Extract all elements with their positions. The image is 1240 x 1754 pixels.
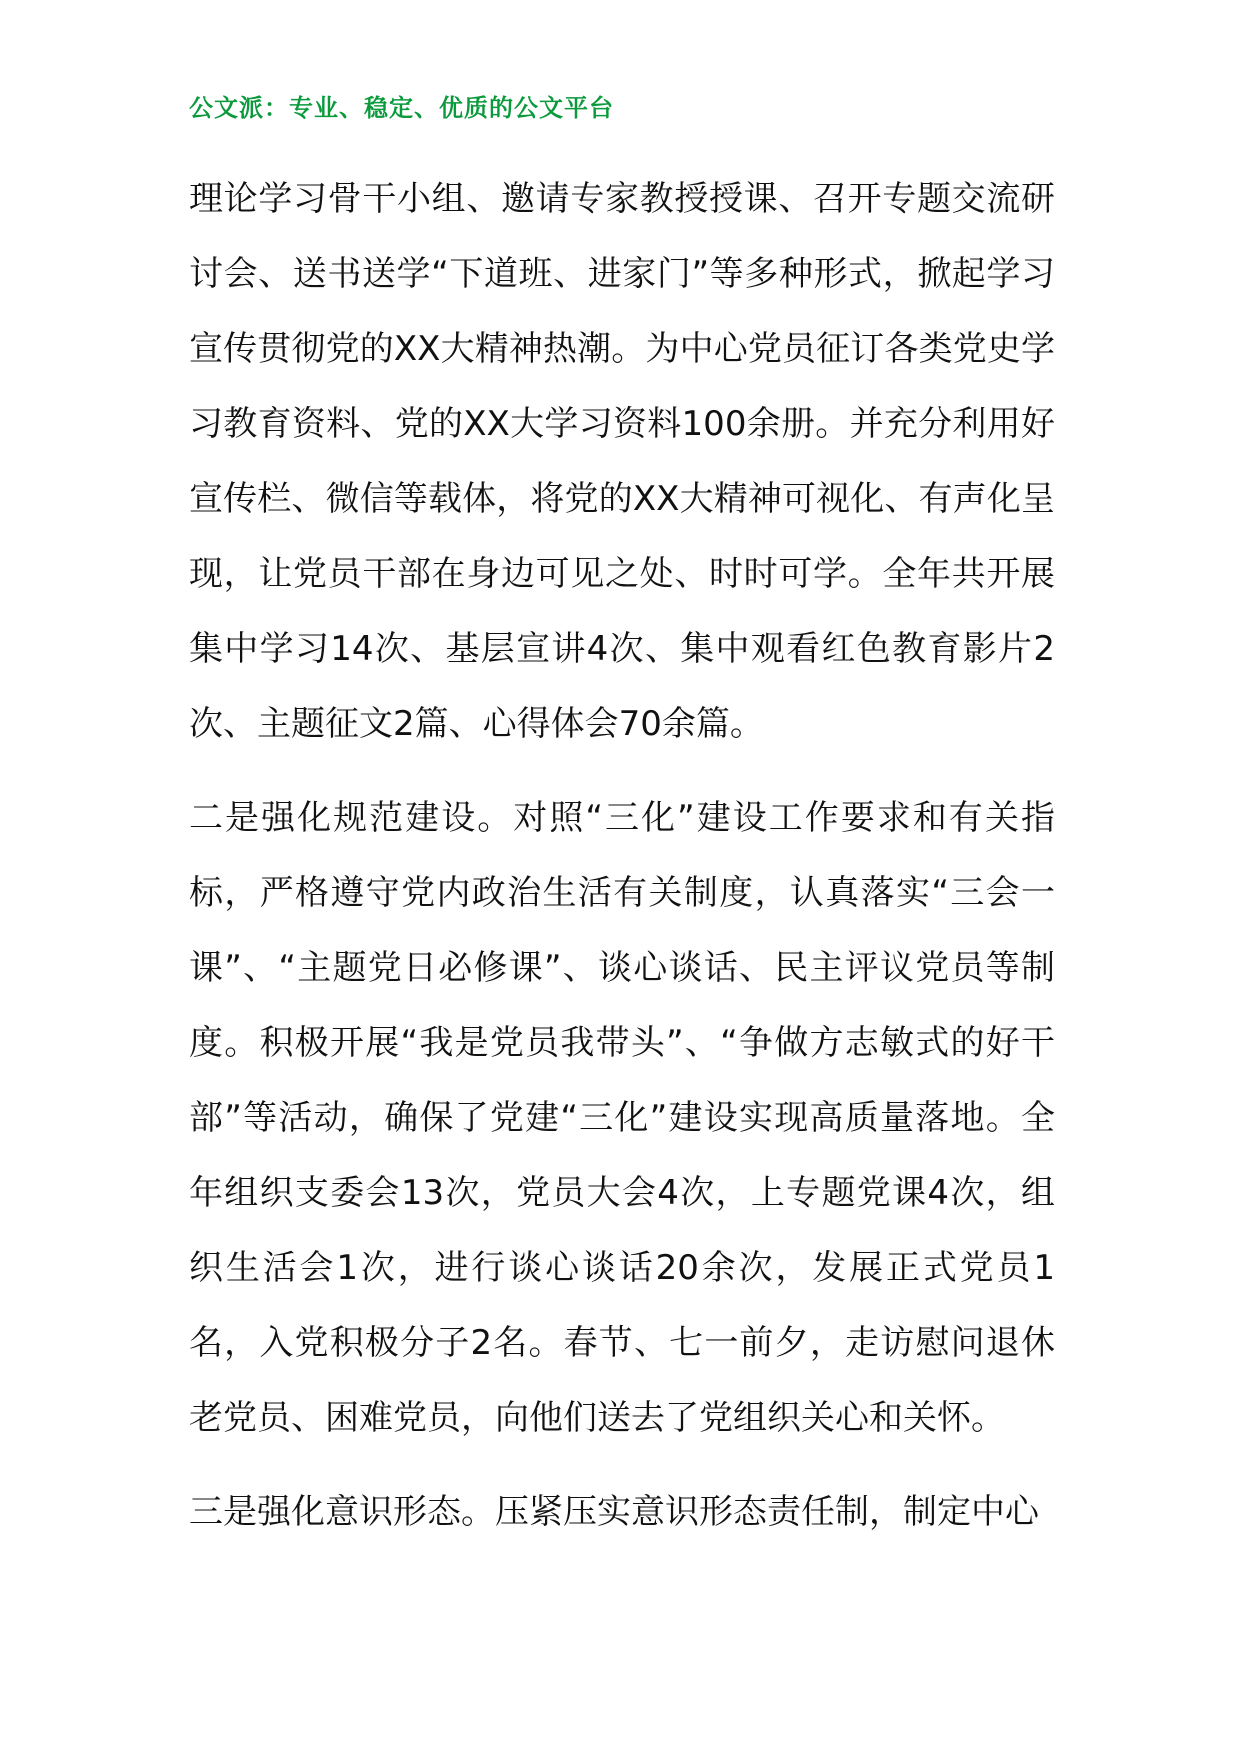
watermark-header: 公文派：专业、稳定、优质的公文平台 (189, 93, 614, 122)
paragraph-3: 三是强化意识形态。压紧压实意识形态责任制，制定中心 (189, 1492, 1039, 1532)
document-body (189, 162, 1055, 1569)
paragraph-2: 二是强化规范建设。对照“三化”建设工作要求和有关指标，严格遵守党内政治生活有关制度，认真落实“三会一课”、“主题党日必修课”、谈心谈话、民主评议党员等制度。积极开展“我是党员我带头”、“争做方志敏式的好干部”等活动，确保了党建“三化”建设实现高质量落地。全年组织支委会13次，党员大会4次，上专题党课4次，组织生活会1次，进行谈心谈话20余次，发展正式党员1名，入党积极分子2名。春节、七一前夕，走访慰问退休老党员、困难党员，向他们送去了党组织关心和关怀。 (189, 798, 1055, 1438)
paragraph-1: 理论学习骨干小组、邀请专家教授授课、召开专题交流研讨会、送书送学“下道班、进家门”等多种形式，掀起学习宣传贯彻党的XX大精神热潮。为中心党员征订各类党史学习教育资料、党的XX大学习资料100余册。并充分利用好宣传栏、微信等载体，将党的XX大精神可视化、有声化呈现，让党员干部在身边可见之处、时时可学。全年共开展集中学习14次、基层宣讲4次、集中观看红色教育影片2次、主题征文2篇、心得体会70余篇。 (189, 179, 1055, 744)
